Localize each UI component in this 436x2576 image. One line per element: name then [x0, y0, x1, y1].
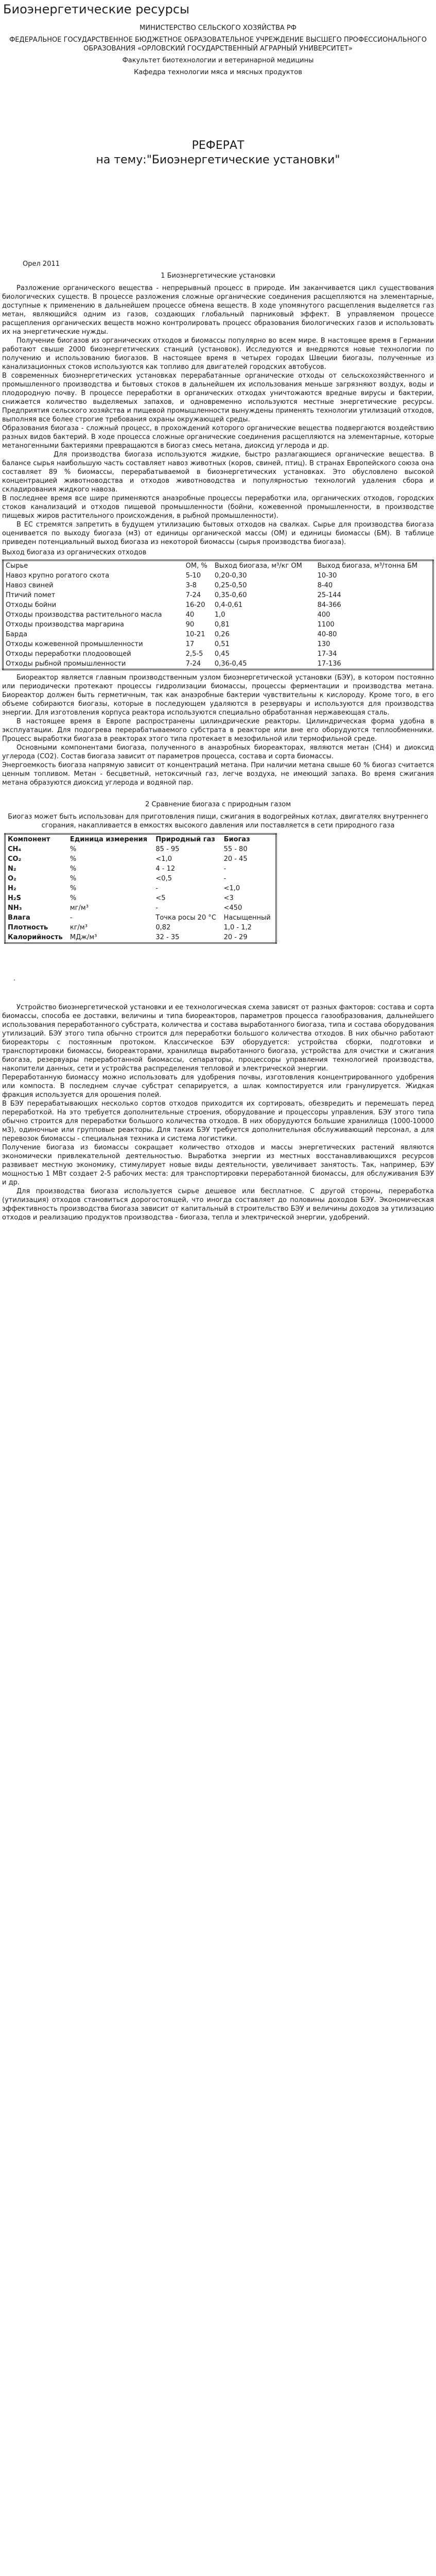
table-cell: Барда: [6, 631, 28, 638]
gas-comparison-table: [4, 833, 277, 944]
table-cell: Отходы переработки плодоовощей: [6, 650, 131, 658]
table-header-cell: Компонент: [8, 836, 50, 843]
table-cell: Отходы рыбной промышленности: [6, 660, 126, 668]
table-cell: МДж/м³: [69, 934, 97, 941]
table-cell: 0,25-0,50: [214, 582, 247, 589]
table-row: [5, 913, 276, 923]
paragraph: В последнее время все шире применяются анаэробные процессы переработки ила, органических отходов, городских стоков канализаций и отходов пищевой промышленности (бойни, кожевенной промышленности, в производстве пищевых жиров растительного происхождения, в рыбной промышленности).: [2, 495, 434, 520]
table-cell: CO₂: [8, 855, 22, 863]
table-cell: Калорийность: [8, 934, 63, 941]
paragraph: В ЕС стремятся запретить в будущем утилизацию бытовых отходов на свалках. Сырье для производства биогаза оценивается по выходу биогаза (м3) от единицы органической массы (ОМ) и единицы биомассы (БМ). В таблице приведен потенциальный выход биогаза из некоторой биомассы (сырья производства биогаза).: [2, 521, 434, 546]
table-cell: Влага: [8, 914, 30, 922]
table-row: [3, 620, 433, 630]
table-cell: 1,0: [214, 611, 225, 619]
table-header-cell: Выход биогаза, м³/кг ОМ: [214, 562, 302, 570]
table-row: [5, 923, 276, 933]
table-cell: 0,51: [214, 640, 230, 648]
table-cell: 0,36-0,45: [214, 660, 247, 668]
table-cell: 4 - 12: [155, 865, 176, 873]
section-heading-1: 1 Биоэнергетические установки: [161, 272, 275, 280]
paragraph: Основными компонентами биогаза, полученного в анаэробных биореакторах, являются метан (CH4) и диоксид углерода (CO2). Состав биогаза зависит от параметров процесса, состава и сорта биомассы.: [2, 744, 434, 760]
table-row: [5, 893, 276, 903]
table-cell: 400: [317, 611, 330, 619]
section2-note: Биогаз может быть использован для приготовления пищи, сжигания в водогрейных котлах, двигателях внутреннего сгорания, накапливается в емкостях высокого давления или поставляется в сети природного газа: [8, 813, 428, 829]
paragraph: Энергоемкость биогаза напрямую зависит от концентраций метана. При наличии метана свыше 60 % биогаз считается ценным топливом. Метан - бесцветный, нетоксичный газ, легче воздуха, не имеющий запаха. Во время сжигания метана образуются диоксид углерода и водяной пар.: [2, 761, 434, 787]
table-cell: -: [155, 904, 159, 912]
table-cell: 8-40: [317, 582, 333, 589]
paragraph: Для производства биогаза используются жидкие, быстро разлагающиеся органические вещества. В балансе сырья наибольшую часть составляет навоз животных (коров, свиней, птиц). В странах Европейского союза она составляет 89 % биомассы, перерабатываемой в биоэнергетических установках. Это обусловлено высокой концентрацией животноводства и отходов животноводства и популярностью технологий удаления сбора и складирования жидкого навоза.: [2, 451, 434, 494]
table-cell: %: [69, 865, 77, 873]
table-cell: 7-24: [185, 660, 201, 668]
table-row: [3, 630, 433, 639]
table-row: [3, 659, 433, 670]
table-cell: <5: [155, 894, 166, 902]
table1-caption: Выход биогаза из органических отходов: [2, 549, 147, 556]
table-cell: 2,5-5: [185, 650, 203, 658]
table-cell: <3: [223, 894, 234, 902]
table-cell: 20 - 45: [223, 855, 248, 863]
table-row: [5, 933, 276, 943]
table-cell: Отходы бойни: [6, 601, 57, 609]
table-cell: CH₄: [8, 845, 22, 853]
department-line: Кафедра технологии мяса и мясных продуктов: [134, 69, 302, 76]
paragraph: Для производства биогаза используется сырье дешевое или бесплатное. С другой стороны, переработка (утилизация) отходов становиться дорогостоящей, что иногда составляет до половины доходов БЭУ. Экономическая эффективность производства биогаза зависит от капитальный в строительство БЭУ и величины доходов за утилизацию отходов и реализацию продуктов производства - биогаза, тепла и электрической энергии, удобрений.: [2, 1188, 434, 1222]
document-title: Биоэнергетические ресурсы: [3, 2, 189, 16]
table-cell: Отходы кожевенной промышленности: [6, 640, 143, 648]
paragraph: Получение биогазов из органических отходов и биомассы популярно во всем мире. В настоящее время в Германии работают свыше 2000 биоэнергетических станций (установок). Исследуются и внедряются новые технологии по получению и использованию биогазов. В настоящее время в четырех городах Швеции биогазы, полученные из канализационных стоков используются как топливо для двигателей городских автобусов.: [2, 337, 434, 371]
table-cell: 20 - 29: [223, 934, 248, 941]
table-cell: кг/м³: [69, 924, 88, 931]
table-cell: 17-136: [317, 660, 341, 668]
table-cell: мг/м³: [69, 904, 89, 912]
table-row: [5, 884, 276, 893]
section2-body: [2, 1003, 434, 1222]
table-header-row: [3, 561, 433, 571]
table-cell: N₂: [8, 865, 16, 873]
table-cell: <1,0: [223, 885, 240, 892]
paragraph: Устройство биоэнергетической установки и ее технологическая схема зависят от разных факторов: состава и сорта биомассы, способа ее доставки, величины и типа биореакторов, параметров процесса газообразования, дальнейшего использования переработанного субстрата, количества и состава выработанного биогаза, типа и состава оборудования утилизаций. БЭУ этого типа обычно строится для переработки большого количества отходов. В них обычно работают биореакторы с постоянным протоком. Классическое БЭУ оборудуется: устройства сборки, подготовки и транспортировки биомассы, биореакторами, хранилища выработанного биогаза, устройства для очистки и сжигания биогаза, резервуары переработанной биомассы, сепараторы, процессоры управления технологией производства, накопители данных, сети и устройства распределения тепловой и электрической энергии.: [2, 1004, 434, 1073]
table-row: [5, 854, 276, 864]
table-header-row: [5, 834, 276, 845]
institution-line: ФЕДЕРАЛЬНОЕ ГОСУДАРСТВЕННОЕ БЮДЖЕТНОЕ ОБРАЗОВАТЕЛЬНОЕ УЧРЕЖДЕНИЕ ВЫСШЕГО ПРОФЕССИОНАЛЬНОГО ОБРАЗОВАНИЯ «ОРЛОВСКИЙ ГОСУДАРСТВЕННЫЙ АГРАРНЫЙ УНИВЕРСИТЕТ»: [9, 36, 427, 53]
table-row: [3, 600, 433, 610]
table-row: [3, 639, 433, 649]
table-row: [3, 649, 433, 659]
table-cell: 40-80: [317, 631, 337, 638]
table-cell: NH₃: [8, 904, 22, 912]
table-row: [3, 581, 433, 590]
table-header-cell: Биогаз: [223, 836, 250, 843]
table-cell: %: [69, 875, 77, 883]
table-cell: 25-144: [317, 591, 341, 599]
paragraph: Получение биогаза из биомассы сокращает количество отходов и массы энергетических растений являются экономически привлекательной деятельностью. Выработка энергии из местных восстанавливающихся ресурсов развивает местную экономику, стимулирует новые виды деятельности, увеличивает занятость. Так, например, БЭУ мощностью 1 МВт создает 2-5 рабочих места: для транспортировки переработанной биомассы, для обслуживания БЭУ и др.: [2, 1144, 434, 1187]
table-cell: 0,20-0,30: [214, 572, 247, 580]
city-year: Орел 2011: [23, 260, 60, 268]
section1-body: [2, 284, 434, 547]
table-cell: Точка росы 20 °C: [155, 914, 216, 922]
table-cell: Насыщенный: [223, 914, 271, 922]
table-cell: Отходы производства растительного масла: [6, 611, 162, 619]
paragraph: Биореактор является главным производственным узлом биоэнергетической установки (БЭУ), в котором постоянно или периодически протекают процессы гидролизации биомассы, процессы ферментации и производства метана. Биореактор должен быть герметичным, так как анаэробные бактерии чувствительны к кислороду. Кроме того, в его объеме собираются биогазы, которые в последующем удаляются в резервуары и используются для производства энергии. Для изготовления корпуса реактора используются специально обработанная нержавеющая сталь.: [2, 674, 434, 717]
report-title-line2: на тему:"Биоэнергетические установки": [96, 154, 340, 166]
table-cell: 0,81: [214, 621, 230, 629]
paragraph: Переработанную биомассу можно использовать для удобрения почвы, изготовления концентрированного удобрения или компоста. В последнем случае субстрат сепарируется, а шлак компостируется или гранулируется. Жидкая фракция используется для орошения полей.: [2, 1074, 434, 1099]
table-cell: 17: [185, 640, 195, 648]
faculty-line: Факультет биотехнологии и ветеринарной медицины: [122, 57, 314, 64]
paragraph: В настоящее время в Европе распространены цилиндрические реакторы. Цилиндрическая форма удобна в эксплуатации. Для подогрева перерабатываемого субстрата в реакторе или вне его оборудуются теплообменники. Процесс выработки биогаза в реакторах этого типа протекает в мезофильной или термофильной среде.: [2, 718, 434, 743]
table-cell: 40: [185, 611, 195, 619]
table-cell: 0,4-0,61: [214, 601, 243, 609]
table-cell: 1100: [317, 621, 335, 629]
table-row: [3, 590, 433, 600]
table-cell: Птичий помет: [6, 591, 56, 599]
table-cell: 16-20: [185, 601, 205, 609]
table-cell: -: [223, 865, 226, 873]
table-cell: H₂S: [8, 894, 21, 902]
table-cell: %: [69, 855, 77, 863]
table-cell: 84-366: [317, 601, 341, 609]
table-cell: 90: [185, 621, 195, 629]
table-cell: 55 - 80: [223, 845, 248, 853]
paragraph: Разложение органического вещества - непрерывный процесс в природе. Им заканчивается цикл существования биологических существ. В процессе разложения сложные органические соединения расщепляются на элементарные, доступные к применению в дальнейшем процессе обмена веществ. В ходе упомянутого расщепления выделяется газ метан, являющийся одним из газов, создающих глобальный парниковый эффект. В управляемом процессе расщепления органических веществ можно контролировать процесс образования биологических газов и использовать их на энергетические нужды.: [2, 284, 434, 336]
table-row: [5, 874, 276, 884]
table-cell: 32 - 35: [155, 934, 180, 941]
table-cell: 0,26: [214, 631, 230, 638]
table-cell: 7-24: [185, 591, 201, 599]
report-title-line1: РЕФЕРАТ: [191, 139, 245, 152]
table-cell: 5-10: [185, 572, 201, 580]
table-cell: H₂: [8, 885, 16, 892]
table-cell: -: [155, 885, 159, 892]
table-cell: 1,0 - 1,2: [223, 924, 252, 931]
table-cell: 0,35-0,60: [214, 591, 247, 599]
table-cell: Навоз свиней: [6, 582, 54, 589]
table-cell: 0,45: [214, 650, 230, 658]
table-cell: Отходы производства маргарина: [6, 621, 124, 629]
table-header-cell: Природный газ: [155, 836, 215, 843]
table-header-cell: Сырье: [6, 562, 28, 570]
table-cell: 17-34: [317, 650, 337, 658]
table-cell: Плотность: [8, 924, 48, 931]
stray-dot: .: [13, 975, 16, 982]
table-cell: <450: [223, 904, 242, 912]
table-row: [3, 610, 433, 620]
table-row: [5, 844, 276, 854]
table-cell: %: [69, 885, 77, 892]
ministry-line: МИНИСТЕРСТВО СЕЛЬСКОГО ХОЗЯЙСТВА РФ: [139, 24, 297, 32]
table-cell: 10-30: [317, 572, 337, 580]
table-header-cell: Выход биогаза, м³/тонна БМ: [317, 562, 418, 570]
table-cell: -: [69, 914, 73, 922]
paragraph: Образования биогаза - сложный процесс, в прохождений которого органические вещества подвергаются воздействию разных видов бактерий. В ходе процесса сложные органические соединения расщепляются на элементарные, которые метаногенными бактериями превращаются в биогаз смесь метана, диоксид углерода и др.: [2, 425, 434, 450]
biogas-yield-table: [2, 560, 434, 670]
section1-body-continued: [2, 673, 434, 787]
table-cell: Навоз крупно рогатого скота: [6, 572, 110, 580]
table-cell: 130: [317, 640, 330, 648]
table-cell: O₂: [8, 875, 16, 883]
table-cell: <1,0: [155, 855, 172, 863]
paragraph: В современных биоэнергетических установках перерабатанные органические отходы от сельскохозяйственного и промышленного производства и бытовых стоков в дальнейшем их использования меньше загрязняют воздух, воды и плодородную почву. В процессе переработки в органических отходах уничтожаются вредные вирусы и бактерии, снижается количество выделяемых запахов, и одновременно используются местные энергетические ресурсы. Предприятия сельского хозяйства и пищевой промышленности вынуждены применять технологии утилизаций отходов, выполняя все более строгие требования охраны окружающей среды.: [2, 372, 434, 423]
table-cell: 10-21: [185, 631, 205, 638]
table-row: [3, 571, 433, 581]
paragraph: В БЭУ перерабатывающих несколько сортов отходов приходится их сортировать, обезвредить и перемешать перед переработкой. На это требуется дополнительные строения, оборудование и процессоры управления. БЭУ этого типа обычно строится для переработки большого количества отходов. В них оборудуются большие хранилища (1000-10000 м3), одиночные или групповые реакторы. Для таких БЭУ требуется дополнительная обслуживающий персонал, а для перевозок биомассы - специальная техника и система логистики.: [2, 1100, 434, 1143]
table-cell: 0,82: [155, 924, 171, 931]
table-row: [5, 864, 276, 874]
table-cell: %: [69, 894, 77, 902]
table-cell: -: [223, 875, 226, 883]
document-page: [0, 0, 436, 1222]
table-row: [5, 903, 276, 913]
table-header-cell: ОМ, %: [185, 562, 207, 570]
title-page-header: [2, 24, 434, 77]
table-cell: 85 - 95: [155, 845, 180, 853]
table-cell: 3-8: [185, 582, 197, 589]
section-heading-2: 2 Сравнение биогаза с природным газом: [145, 801, 291, 808]
table-header-cell: Единица измерения: [69, 836, 148, 843]
table-cell: %: [69, 845, 77, 853]
report-title: [2, 139, 434, 167]
table-cell: <0,5: [155, 875, 172, 883]
